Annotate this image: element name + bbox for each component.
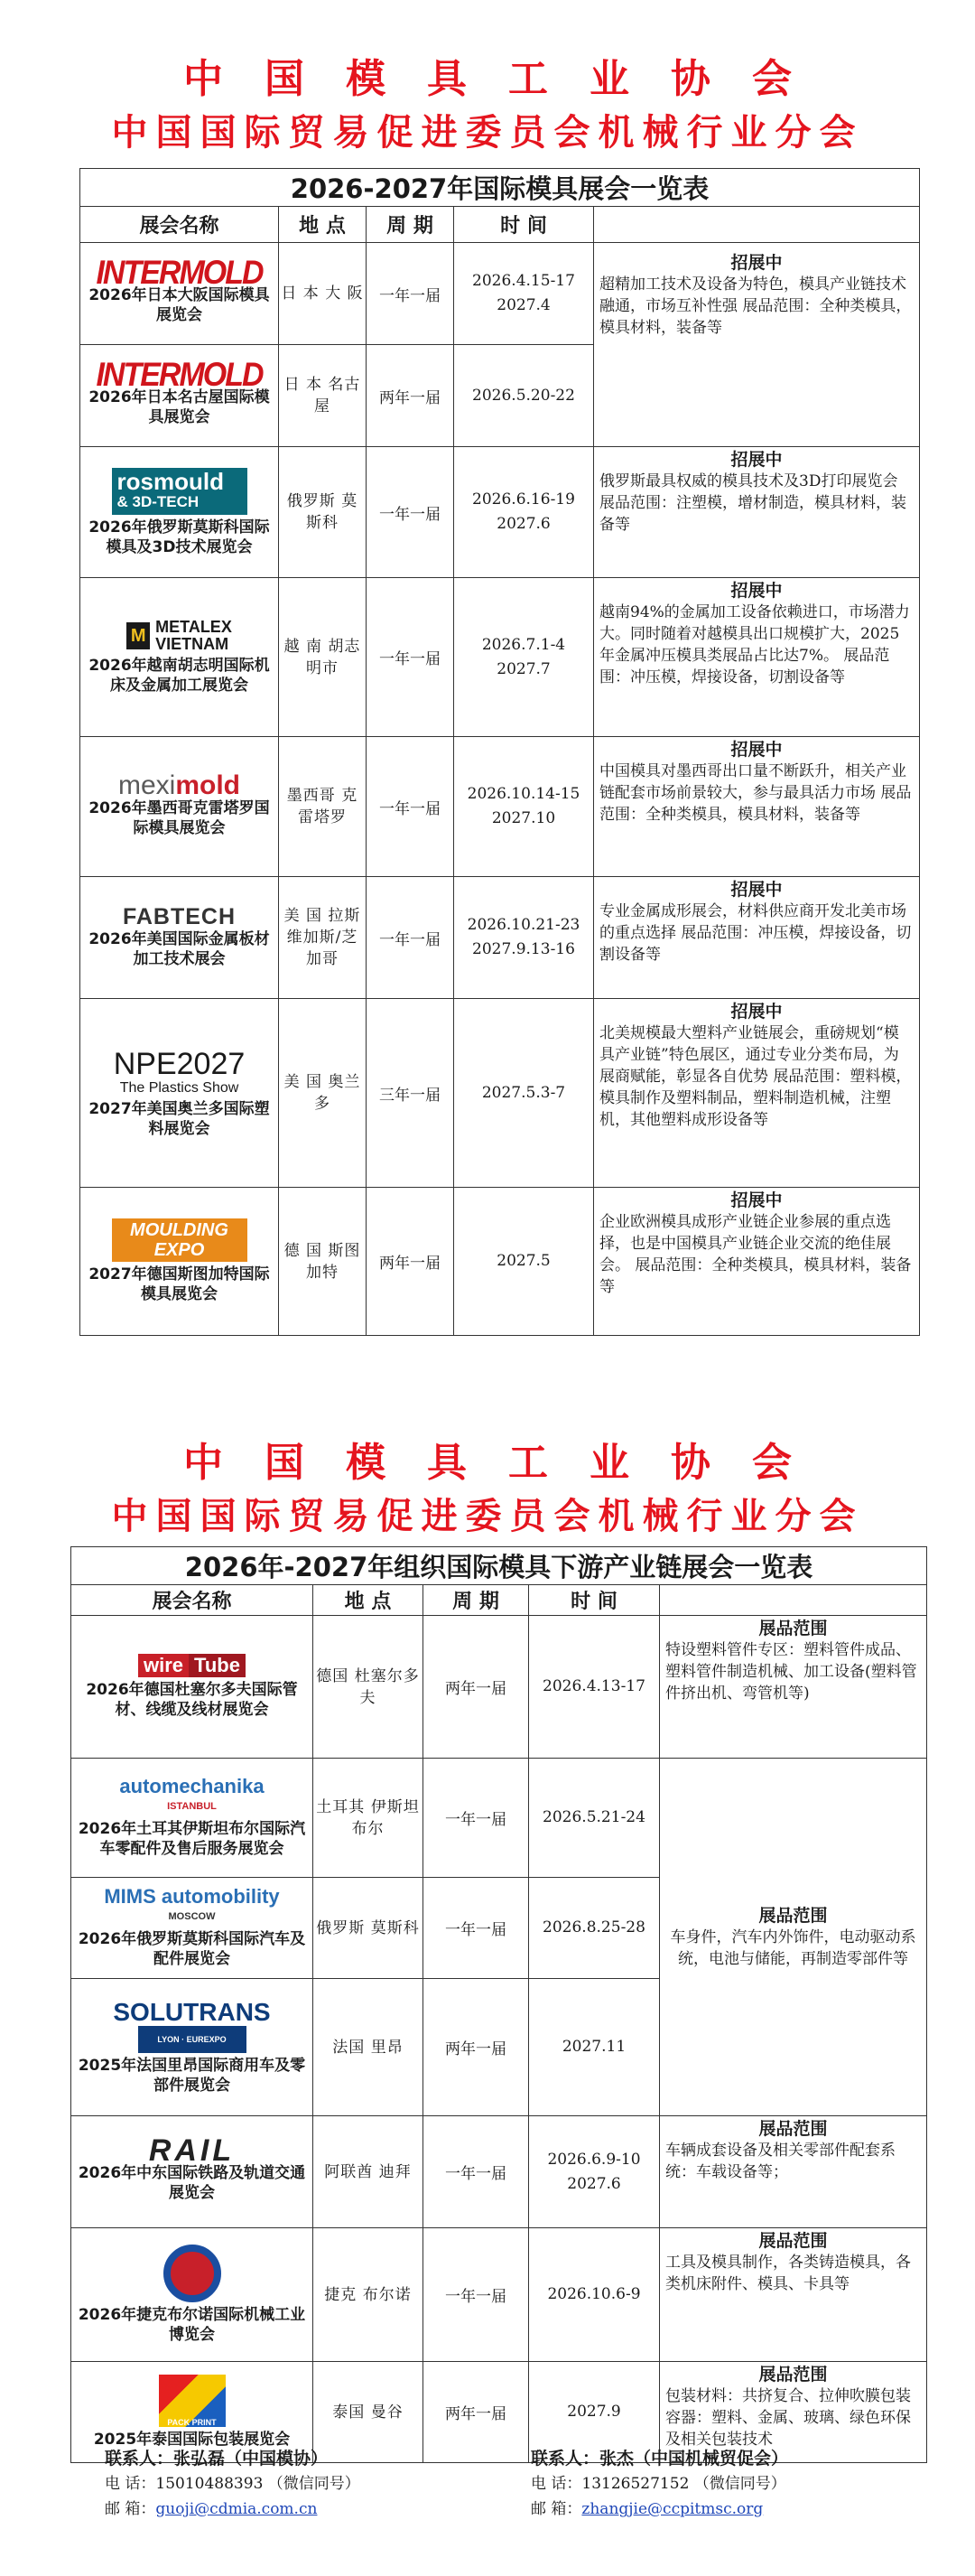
status-badge: 招展中 [730,450,783,470]
exhibition-description: 专业金属成形展会，材料供应商开发北美市场的重点选择 展品范围：冲压模，焊接设备，切割设备等 [599,902,912,964]
exhibition-location: 德国 杜塞尔多夫 [313,1616,423,1759]
exhibition-date: 2026.10.14-15 [467,785,580,803]
intermold-logo: INTERMOLD [96,253,263,292]
exhibition-period: 一年一届 [423,1759,529,1878]
pack-print-logo: PACK PRINT [159,2375,226,2427]
exhibition-name: 2026年美国国际金属板材加工技术展会 [88,929,270,968]
exhibition-name: 2026年德国杜塞尔多夫国际管材、线缆及线材展览会 [86,1681,298,1719]
exhibition-description: 超精加工技术及设备为特色，模具产业链技术融通，市场互补性强 展品范围：全种类模具，模具材料，装备等 [599,275,912,337]
table-row [71,2116,927,2228]
table-row [80,243,920,345]
status-badge: 展品范围 [758,1619,828,1638]
exhibition-date: 2026.6.9-10 2027.6 [529,2116,660,2228]
exhibition-period: 两年一届 [367,1188,454,1336]
exhibition-date: 2026.6.16-19 [472,490,575,509]
solutrans-logo: SOLUTRANS LYON · EUREXPO [74,1999,310,2053]
exhibition-date: 2026.10.21-23 [467,916,580,934]
mims-automobility-logo: MIMS automobility MOSCOW [104,1885,280,1922]
exhibition-location: 泰国 曼谷 [313,2362,423,2463]
contact-name: 联系人：张弘磊（中国模协） [105,2449,329,2469]
exhibition-location: 日 本 大 阪 [279,243,367,345]
col-header-date: 时 间 [454,207,594,243]
exhibition-table-2 [70,1546,927,2463]
exhibition-location: 美 国 奥兰多 [279,999,367,1188]
status-badge: 招展中 [730,1190,783,1210]
col-header-period: 周 期 [423,1585,529,1616]
exhibition-description: 企业欧洲模具成形产业链企业参展的重点选择，也是中国模具产业链企业交流的绝佳展会。 展品范围：全种类模具，模具材料，装备等 [599,1213,912,1296]
exhibition-period: 一年一届 [367,243,454,345]
rosmould-logo: rosmould & 3D-TECH [112,468,247,515]
table-row [80,447,920,578]
exhibition-description: 北美规模最大塑料产业链展会，重磅规划“模具产业链”特色展区，通过专业分类布局，为展商赋能，彰显各自优势 展品范围：塑料模，模具制作及塑料制品，塑料制造机械，注塑机，其他塑料成形设备等 [599,1024,912,1129]
col-header-date: 时 间 [529,1585,660,1616]
exhibition-location: 美 国 拉斯维加斯/芝加哥 [279,877,367,999]
exhibition-period: 两年一届 [423,1979,529,2116]
header-line2: 中国国际贸易促进委员会机械行业分会 [111,1496,864,1537]
exhibition-table-1 [79,168,920,1336]
status-badge: 招展中 [730,581,783,601]
status-badge: 展品范围 [758,2365,828,2385]
exhibition-location: 捷克 布尔诺 [313,2228,423,2362]
table-row [71,1759,927,1878]
contact-card [531,2446,788,2522]
exhibition-location: 阿联酋 迪拜 [313,2116,423,2228]
exhibition-name: 2026年日本大阪国际模具展览会 [88,285,270,324]
col-header-name: 展会名称 [80,207,279,243]
intermold-logo: INTERMOLD [96,355,263,394]
exhibition-name: 2027年美国奥兰多国际塑料展览会 [88,1099,270,1138]
exhibition-date: 2027.10 [491,809,556,827]
exhibition-name: 2026年俄罗斯莫斯科国际汽车及配件展览会 [78,1930,306,1968]
status-badge: 招展中 [730,1002,783,1022]
exhibition-description: 工具及模具制作，各类铸造模具，各类机床附件、模具、卡具等 [665,2254,911,2293]
metalex-logo: M METALEX VIETNAM [83,619,275,653]
exhibition-date: 2027.9 [529,2362,660,2463]
exhibition-name: 2026年越南胡志明国际机床及金属加工展览会 [88,657,270,695]
exhibition-location: 日 本 名古屋 [279,345,367,447]
brno-fair-logo [163,2245,221,2302]
exhibition-date: 2026.4.13-17 [529,1616,660,1759]
exhibition-description: 车身件，汽车内外饰件，电动驱动系统，电池与储能，再制造零部件等 [670,1927,916,1968]
exhibition-period: 一年一届 [367,877,454,999]
table1-title: 2026-2027年国际模具展会一览表 [80,169,920,207]
org-header-top [0,52,975,159]
org-header-bottom [0,1436,975,1543]
col-header-location: 地 点 [313,1585,423,1616]
automechanika-logo: automechanika ISTANBUL [119,1775,265,1812]
exhibition-period: 一年一届 [423,1878,529,1979]
table-row [80,1188,920,1336]
table-row [80,999,920,1188]
exhibition-name: 2025年法国里昂国际商用车及零部件展览会 [78,2057,306,2095]
exhibition-date: 2026.4.15-17 [472,272,575,290]
exhibition-date: 2026.10.6-9 [529,2228,660,2362]
exhibition-period: 一年一届 [423,2116,529,2228]
exhibition-location: 俄罗斯 莫斯科 [313,1878,423,1979]
exhibition-date: 2026.8.25-28 [529,1878,660,1979]
status-badge: 展品范围 [758,2119,828,2139]
table2-title: 2026年-2027年组织国际模具下游产业链展会一览表 [71,1547,927,1585]
exhibition-name: 2027年德国斯图加特国际模具展览会 [88,1265,270,1303]
exhibition-location: 法国 里昂 [313,1979,423,2116]
npe-logo: NPE2027 The Plastics Show [113,1046,246,1096]
exhibition-name: 2026年捷克布尔诺国际机械工业博览会 [78,2306,306,2344]
status-badge: 招展中 [730,880,783,900]
contact-phone: 电 话：15010488393 （微信同号） [105,2475,360,2493]
status-badge: 招展中 [730,740,783,760]
exhibition-location: 越 南 胡志明市 [279,578,367,737]
meximold-logo: meximold [117,770,240,800]
exhibition-date: 2027.7 [497,659,551,678]
exhibition-period: 三年一届 [367,999,454,1188]
exhibition-location: 德 国 斯图加特 [279,1188,367,1336]
exhibition-name: 2026年土耳其伊斯坦布尔国际汽车零配件及售后服务展览会 [78,1820,306,1858]
table-row [80,578,920,737]
exhibition-period: 一年一届 [367,578,454,737]
exhibition-description: 中国模具对墨西哥出口量不断跃升，相关产业链配套市场前景较大，参与最具活力市场 展品范围：全种类模具，模具材料，装备等 [599,762,912,824]
exhibition-description: 车辆成套设备及相关零部件配套系统：车载设备等； [665,2142,896,2181]
exhibition-description: 包装材料：共挤复合、拉伸吹膜包装容器：塑料、金属、玻璃、绿色环保及相关包装技术 [665,2387,911,2449]
col-header-period: 周 期 [367,207,454,243]
exhibition-location: 土耳其 伊斯坦布尔 [313,1759,423,1878]
contact-name: 联系人：张杰（中国机械贸促会） [531,2449,789,2469]
table-row [80,877,920,999]
exhibition-name: 2026年中东国际铁路及轨道交通展览会 [78,2164,306,2202]
exhibition-period: 两年一届 [367,345,454,447]
exhibition-period: 两年一届 [423,2362,529,2463]
header-line1: 中国模具工业协会 [183,1440,833,1486]
header-line2: 中国国际贸易促进委员会机械行业分会 [111,112,864,154]
exhibition-period: 一年一届 [423,2228,529,2362]
exhibition-period: 一年一届 [367,737,454,877]
exhibition-location: 墨西哥 克雷塔罗 [279,737,367,877]
table-row [71,1616,927,1759]
contact-card [105,2446,360,2522]
exhibition-period: 一年一届 [367,447,454,578]
table-row [71,2228,927,2362]
middle-east-rail-logo: RAIL [148,2133,236,2168]
exhibition-name: 2026年俄罗斯莫斯科国际模具及3D技术展览会 [88,518,270,556]
contact-email-link[interactable]: zhangjie@ccpitmsc.org [581,2500,764,2518]
exhibition-date: 2027.9.13-16 [472,940,575,958]
col-header-location: 地 点 [279,207,367,243]
contact-email-link[interactable]: guoji@cdmia.com.cn [155,2500,318,2518]
header-line1: 中国模具工业协会 [183,56,833,102]
exhibition-date: 2026.5.21-24 [529,1759,660,1878]
exhibition-date: 2026.5.20-22 [454,345,594,447]
col-header-name: 展会名称 [71,1585,313,1616]
wire-tube-logo: wire Tube [74,1654,310,1677]
exhibition-description: 特设塑料管件专区：塑料管件成品、塑料管件制造机械、加工设备(塑料管件挤出机、弯管机等) [665,1641,917,1703]
exhibition-date: 2026.7.1-4 [481,635,566,654]
contact-email-label: 邮 箱： [531,2500,582,2518]
exhibition-description: 俄罗斯最具权威的模具技术及3D打印展览会 展品范围：注塑模，增材制造，模具材料，装备等 [599,472,906,534]
status-badge: 展品范围 [758,1905,828,1926]
exhibition-name: 2026年日本名古屋国际模具展览会 [88,387,270,426]
fabtech-logo: FABTECH [122,903,237,929]
table-row [80,737,920,877]
exhibition-date: 2027.6 [497,515,551,533]
moulding-expo-logo: MOULDING EXPO [112,1218,247,1262]
exhibition-name: 2026年墨西哥克雷塔罗国际模具展览会 [88,798,270,837]
exhibition-name: 2025年泰国国际包装展览会 [93,2431,291,2449]
contact-email-label: 邮 箱： [105,2500,156,2518]
status-badge: 展品范围 [758,2231,828,2251]
exhibition-description: 越南94%的金属加工设备依赖进口，市场潜力大。同时随着对越模具出口规模扩大，2025年金属冲压模具类展品占比达7%。 展品范围：冲压模，焊接设备，切割设备等 [599,603,910,686]
exhibition-date: 2027.5.3-7 [454,999,594,1188]
exhibition-period: 两年一届 [423,1616,529,1759]
contact-phone: 电 话：13126527152 （微信同号） [531,2475,786,2493]
status-badge: 招展中 [730,253,783,273]
exhibition-date: 2027.11 [529,1979,660,2116]
exhibition-date: 2027.5 [454,1188,594,1336]
exhibition-date: 2027.4 [497,296,551,314]
exhibition-location: 俄罗斯 莫斯科 [279,447,367,578]
